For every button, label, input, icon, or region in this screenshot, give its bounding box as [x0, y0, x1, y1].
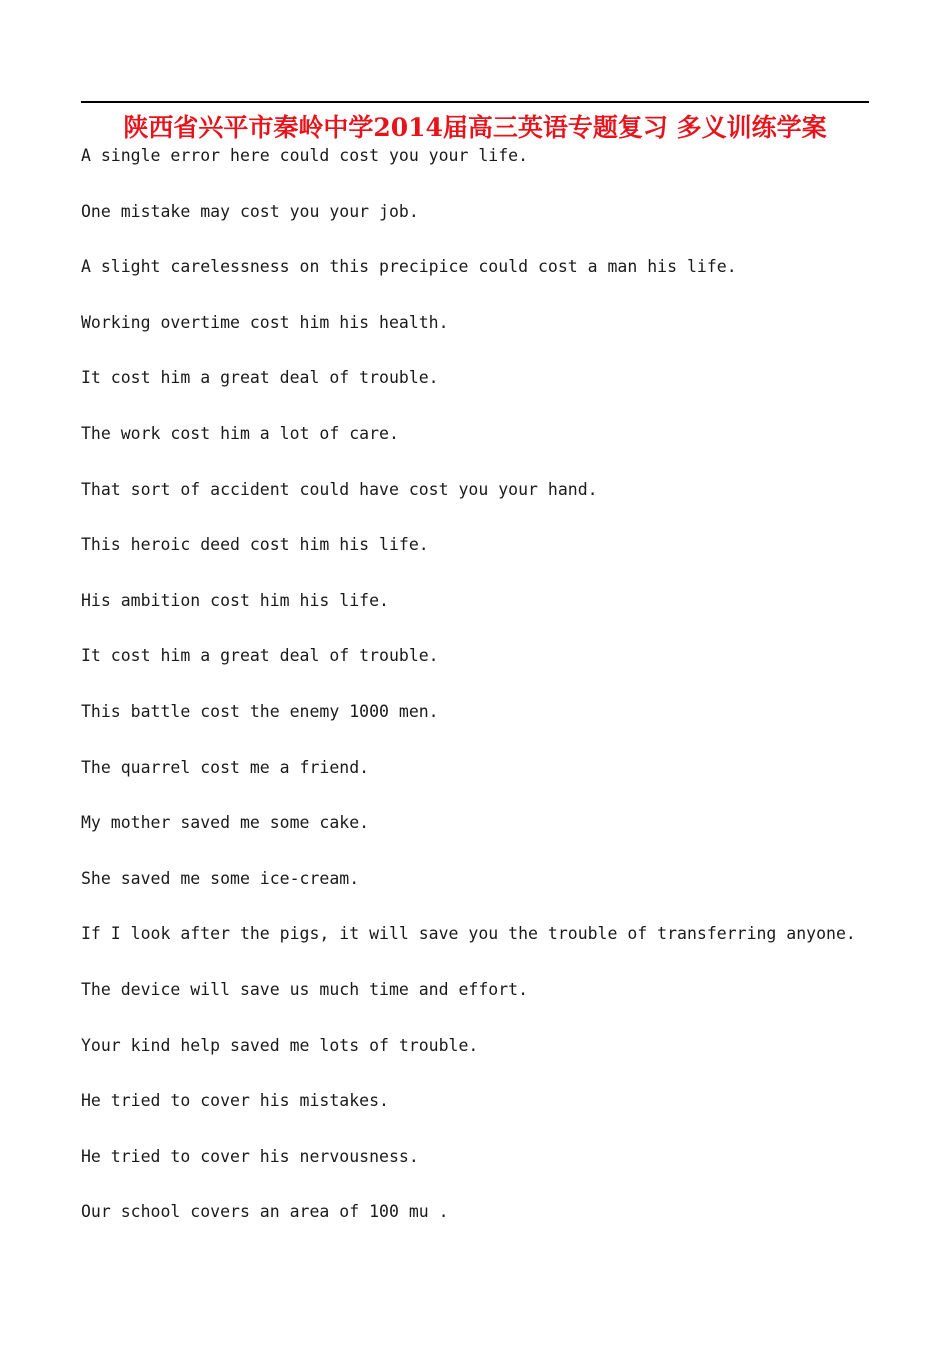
sentence-line: A single error here could cost you your life.	[81, 146, 529, 165]
sentence-line: Our school covers an area of 100 mu .	[81, 1202, 449, 1222]
sentence-line: The device will save us much time and effort.	[81, 979, 529, 999]
sentence-line: The quarrel cost me a friend.	[81, 757, 370, 777]
sentence-line: Your kind help saved me lots of trouble.	[81, 1035, 479, 1055]
sentence-line: A slight carelessness on this precipice could cost a man his life.	[81, 257, 737, 277]
sentence-line: My mother saved me some cake.	[81, 813, 370, 833]
sentence-line: He tried to cover his mistakes.	[81, 1091, 389, 1111]
sentence-line: This battle cost the enemy 1000 men.	[81, 701, 439, 721]
document-title: 陕西省兴平市秦岭中学2014届高三英语专题复习 多义训练学案	[123, 113, 827, 142]
sentence-line: He tried to cover his nervousness.	[81, 1146, 419, 1166]
sentence-line: It cost him a great deal of trouble.	[81, 646, 439, 666]
sentence-line: This heroic deed cost him his life.	[81, 535, 429, 555]
sentence-line: Working overtime cost him his health.	[81, 312, 449, 332]
header-rule	[81, 101, 869, 103]
sentence-line: It cost him a great deal of trouble.	[81, 368, 439, 388]
sentence-line: If I look after the pigs, it will save you the trouble of transferring anyone.	[81, 924, 856, 944]
sentence-line: That sort of accident could have cost you your hand.	[81, 479, 598, 499]
sentence-line: She saved me some ice-cream.	[81, 868, 360, 888]
sentence-line: One mistake may cost you your job.	[81, 201, 419, 221]
sentence-list	[81, 140, 881, 1252]
sentence-line: The work cost him a lot of care.	[81, 423, 399, 443]
sentence-line: His ambition cost him his life.	[81, 590, 389, 610]
